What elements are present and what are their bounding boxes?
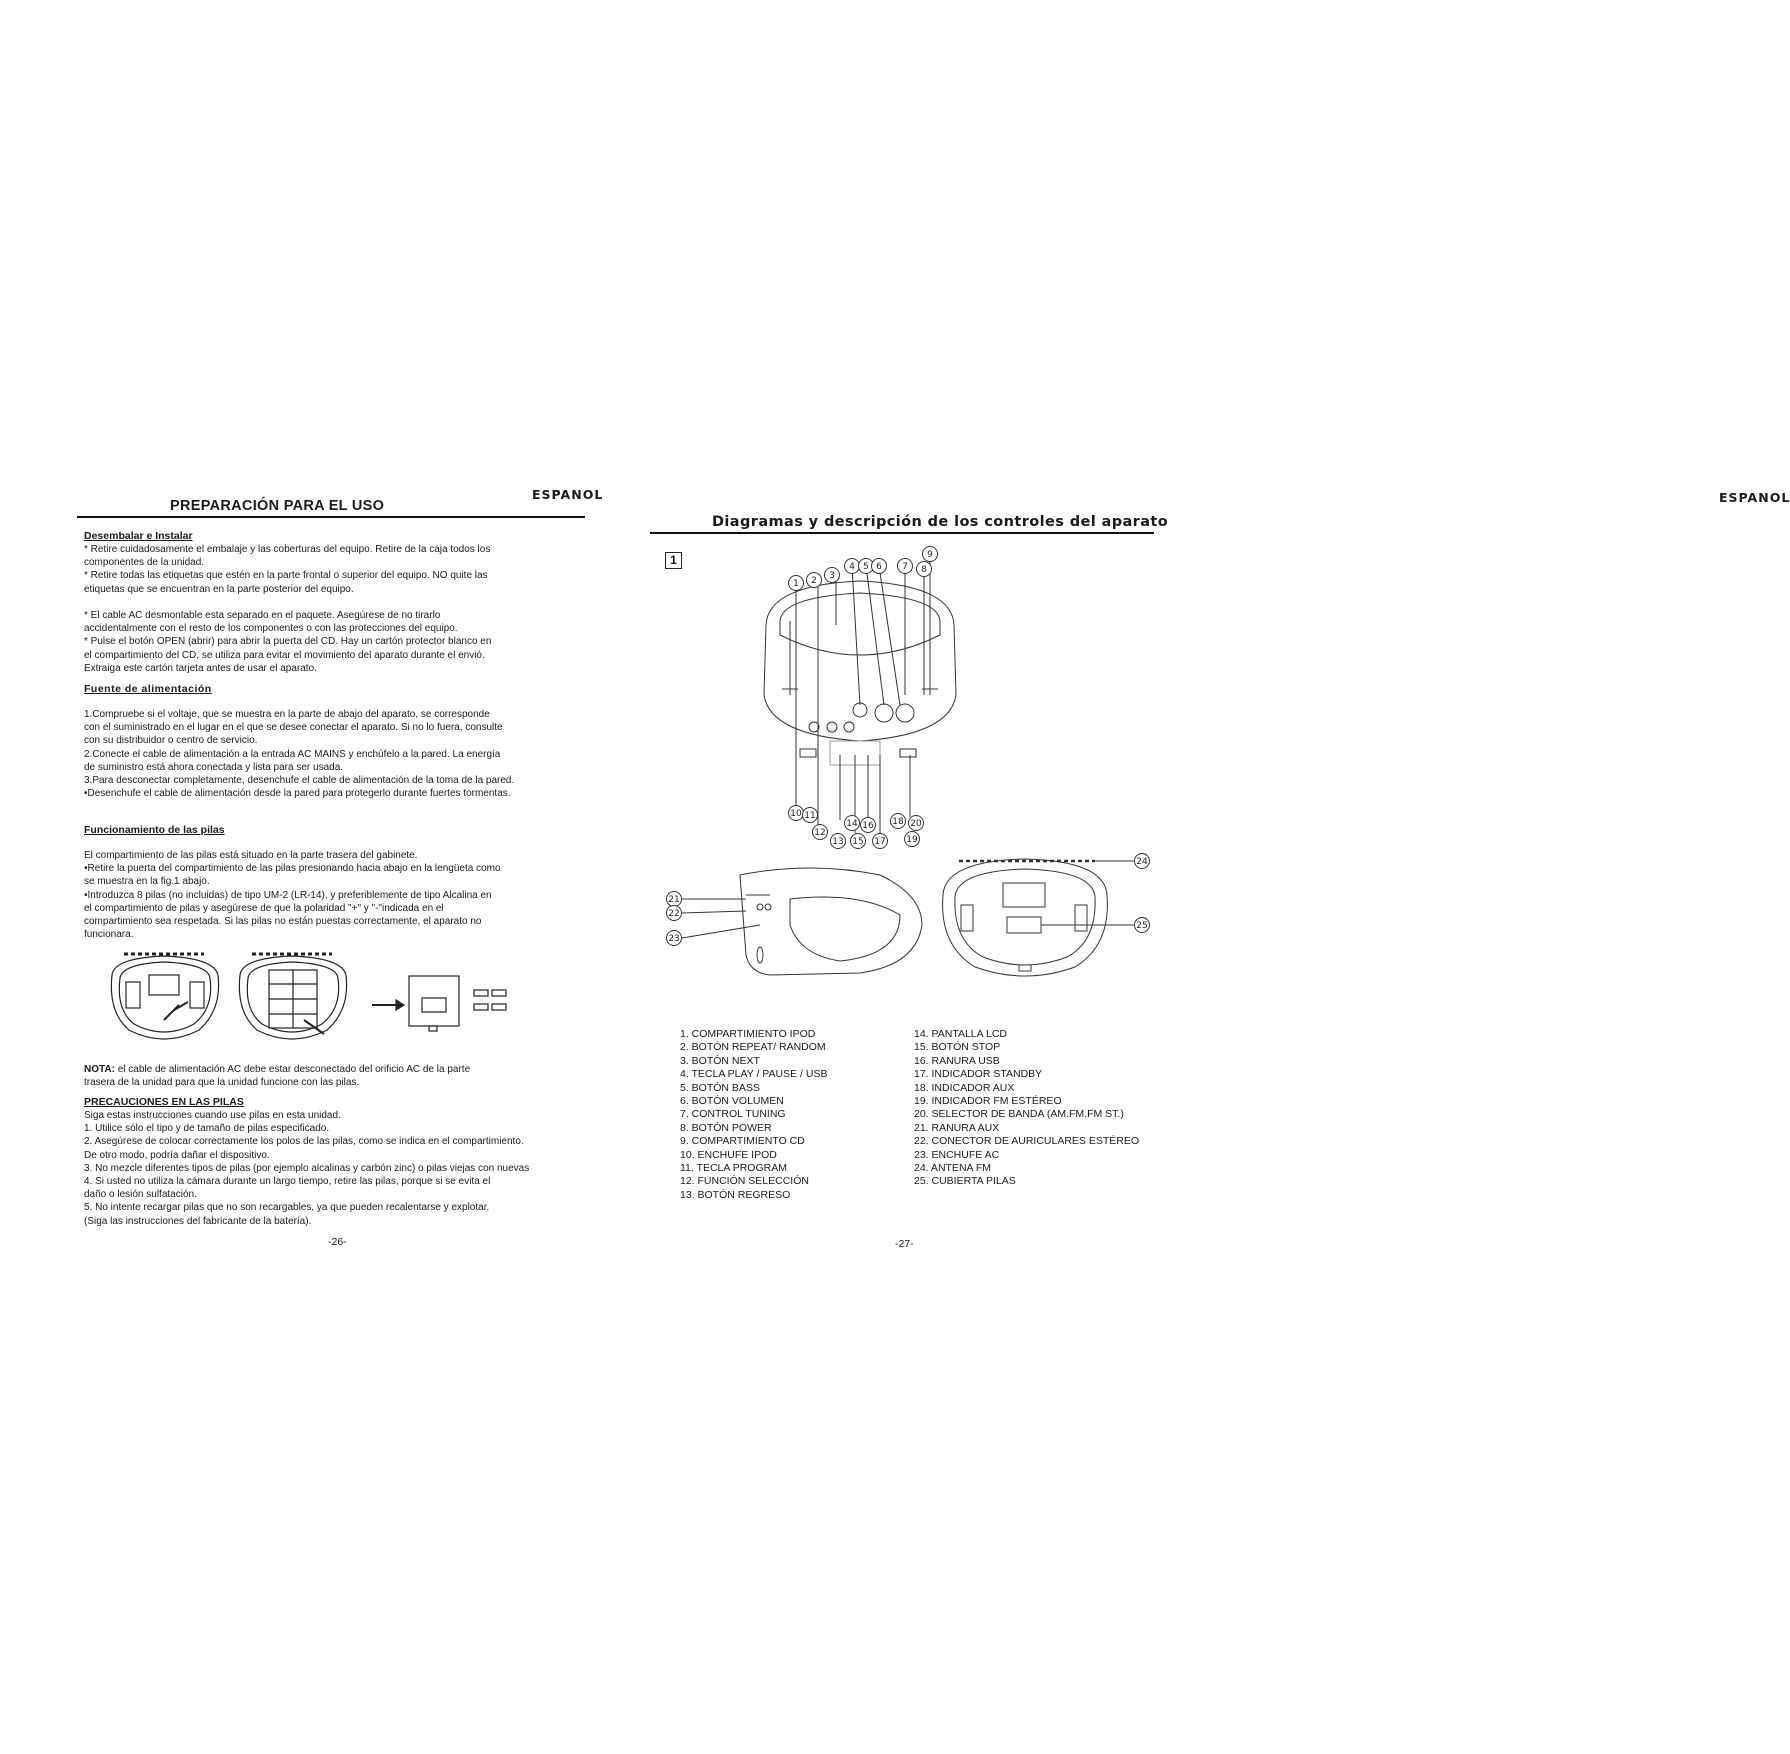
text-line: con el suministrado en el lugar en el que se desee conectar el aparato. Si no lo fuera, consulte xyxy=(84,722,503,734)
callout-label: 9 xyxy=(927,550,933,560)
text-line: Siga estas instrucciones cuando use pilas en esta unidad. xyxy=(84,1110,341,1121)
text-line: se muestra en la fig.1 abajo. xyxy=(84,876,210,888)
text-line: 2.Conecte el cable de alimentación a la entrada AC MAINS y enchúfelo a la pared. La energía xyxy=(84,748,501,760)
callout-label: 3 xyxy=(829,571,835,581)
battery-installation-figure xyxy=(104,950,524,1050)
unpack-text xyxy=(84,543,604,675)
part-item: 24. ANTENA FM xyxy=(914,1162,992,1175)
text-line: 2. Asegúrese de colocar correctamente los polos de las pilas, como se indica en el compartimiento. xyxy=(84,1136,524,1148)
side-view-diagram xyxy=(660,855,930,985)
text-line: De otro modo, podría dañar el dispositivo. xyxy=(84,1149,270,1161)
part-item: 11. TECLA PROGRAM xyxy=(680,1162,787,1175)
text-line: accidentalmente con el resto de los componentes o con las protecciones del equipo. xyxy=(84,623,458,635)
text-line xyxy=(84,596,604,609)
text-line: •Desenchufe el cable de alimentación desde la pared para protegerlo durante fuertes tormentas. xyxy=(84,788,511,800)
heading-precautions: PRECAUCIONES EN LAS PILAS xyxy=(84,1096,244,1108)
text-line: 5. No intente recargar pilas que no son recargables, ya que pueden recalentarse y explotar. xyxy=(84,1202,490,1214)
part-item: 23. ENCHUFE AC xyxy=(914,1148,1000,1161)
part-item: 10. ENCHUFE IPOD xyxy=(680,1148,777,1161)
part-item: 2. BOTÓN REPEAT/ RANDOM xyxy=(680,1041,826,1054)
precautions-text xyxy=(84,1109,604,1228)
heading-unpack: Desembalar e Instalar xyxy=(84,530,193,542)
title-rule-left xyxy=(77,516,585,518)
part-item: 12. FUNCIÓN SELECCIÓN xyxy=(680,1175,809,1188)
note-body-2: trasera de la unidad para que la unidad funcione con las pilas. xyxy=(84,1077,360,1088)
text-line: El compartimiento de las pilas está situado en la parte trasera del gabinete. xyxy=(84,850,418,861)
part-item: 3. BOTÓN NEXT xyxy=(680,1054,760,1067)
part-item: 21. RANURA AUX xyxy=(914,1121,1000,1134)
callout-label: 19 xyxy=(906,835,918,845)
part-item: 22. CONECTOR DE AURICULARES ESTÉREO xyxy=(914,1135,1140,1148)
callout-label: 6 xyxy=(876,562,882,572)
title-rule-right xyxy=(650,532,1154,534)
callout-label: 1 xyxy=(793,579,799,589)
callout-label: 16 xyxy=(862,821,874,831)
parts-list-col2 xyxy=(914,1028,1139,1189)
callout-label: 21 xyxy=(668,895,680,905)
callout-label: 2 xyxy=(811,576,817,586)
note-label: NOTA: xyxy=(84,1064,115,1075)
callout-label: 15 xyxy=(852,837,864,847)
text-line: 1. Utilice sólo el tipo y de tamaño de pilas especificado. xyxy=(84,1123,330,1135)
part-item: 16. RANURA USB xyxy=(914,1054,1000,1067)
page-title-left: PREPARACIÓN PARA EL USO xyxy=(170,498,385,514)
callout-label: 11 xyxy=(804,811,816,821)
text-line: * Retire cuidadosamente el embalaje y las coberturas del equipo. Retire de la caja todos los xyxy=(84,544,491,555)
page-number-right: -27- xyxy=(895,1238,914,1250)
callout-label: 14 xyxy=(846,819,858,829)
page-number-left: -26- xyxy=(328,1236,347,1248)
batteries-text xyxy=(84,849,604,941)
text-line: •Introduzca 8 pilas (no incluidas) de tipo UM-2 (LR-14), y preferiblemente de tipo Alcalina en xyxy=(84,889,492,901)
text-line: 4. Si usted no utiliza la cámara durante un largo tiempo, retire las pilas, porque si se evita el xyxy=(84,1176,491,1188)
note-body: el cable de alimentación AC debe estar desconectado del orificio AC de la parte xyxy=(114,1064,471,1075)
callout-label: 5 xyxy=(863,562,869,572)
text-line: * Retire todas las etiquetas que estén en la parte frontal o superior del equipo. NO quite las xyxy=(84,570,488,582)
text-line: con su distribuidor o centro de servicio. xyxy=(84,735,258,747)
page-title-right: Diagramas y descripción de los controles del aparato xyxy=(712,514,1169,530)
callout-label: 4 xyxy=(849,562,855,572)
part-item: 9. COMPARTIMIENTO CD xyxy=(680,1135,805,1148)
callout-label: 20 xyxy=(910,819,922,829)
text-line: etiquetas que se encuentran en la parte posterior del equipo. xyxy=(84,583,354,595)
text-line: el compartimiento de pilas y asegúrese de que la polaridad "+" y "-"indicada en el xyxy=(84,902,444,914)
text-line: 1.Compruebe si el voltaje, que se muestra en la parte de abajo del aparato, se corresponde xyxy=(84,709,490,720)
callout-label: 18 xyxy=(892,817,904,827)
text-line: daño o lesión sulfatación. xyxy=(84,1189,197,1201)
language-label-left: ESPANOL xyxy=(532,487,604,502)
part-item: 6. BOTÓN VOLUMEN xyxy=(680,1095,784,1108)
part-item: 20. SELECTOR DE BANDA (AM.FM.FM ST.) xyxy=(914,1108,1124,1121)
text-line: compartimiento sea respetada. Si las pilas no están puestas correctamente, el aparato no xyxy=(84,916,482,928)
part-item: 14. PANTALLA LCD xyxy=(914,1028,1007,1040)
callout-label: 8 xyxy=(921,565,927,575)
part-item: 4. TECLA PLAY / PAUSE / USB xyxy=(680,1068,828,1081)
front-view-diagram xyxy=(760,545,960,865)
part-item: 19. INDICADOR FM ESTÉREO xyxy=(914,1095,1062,1108)
callout-label: 17 xyxy=(874,837,886,847)
parts-list-col1 xyxy=(680,1028,827,1202)
callout-label: 10 xyxy=(790,809,802,819)
part-item: 18. INDICADOR AUX xyxy=(914,1081,1015,1094)
power-text xyxy=(84,708,604,800)
callout-label: 24 xyxy=(1136,857,1148,867)
text-line: * Pulse el botón OPEN (abrir) para abrir la puerta del CD. Hay un cartón protector blanco en xyxy=(84,636,492,648)
text-line: de suministro está ahora conectada y lista para ser usada. xyxy=(84,761,344,773)
heading-power: Fuente de alimentación xyxy=(84,683,212,695)
back-view-diagram xyxy=(935,855,1160,985)
text-line: funcionara. xyxy=(84,929,134,941)
language-label-right: ESPANOL xyxy=(1719,490,1790,505)
part-item: 17. INDICADOR STANDBY xyxy=(914,1068,1043,1081)
callout-label: 12 xyxy=(814,828,826,838)
figure-label: 1 xyxy=(665,552,682,569)
part-item: 15. BOTÓN STOP xyxy=(914,1041,1001,1054)
part-item: 1. COMPARTIMIENTO IPOD xyxy=(680,1028,816,1040)
text-line: 3.Para desconectar completamente, desenchufe el cable de alimentación de la toma de la pared. xyxy=(84,775,515,787)
text-line: componentes de la unidad. xyxy=(84,557,205,569)
part-item: 8. BOTÓN POWER xyxy=(680,1121,772,1134)
text-line: * El cable AC desmontable esta separado en el paquete. Asegúrese de no tirarlo xyxy=(84,610,441,622)
callout-label: 25 xyxy=(1136,921,1148,931)
text-line: •Retire la puerta del compartimiento de las pilas presionando hacia abajo en la lengüeta como xyxy=(84,863,501,875)
callout-label: 7 xyxy=(902,562,908,572)
note-text xyxy=(84,1063,524,1089)
text-line: Extraiga este cartón tarjeta antes de usar el aparato. xyxy=(84,662,317,674)
text-line: el compartimiento del CD, se utiliza para evitar el movimiento del aparato durante el envió. xyxy=(84,649,485,661)
part-item: 5. BOTÓN BASS xyxy=(680,1081,760,1094)
part-item: 7. CONTROL TUNING xyxy=(680,1108,786,1121)
callout-label: 22 xyxy=(668,909,680,919)
text-line: 3. No mezcle diferentes tipos de pilas (por ejemplo alcalinas y carbón zinc) o pilas viejas con nuevas xyxy=(84,1162,530,1174)
callout-label: 13 xyxy=(832,837,844,847)
part-item: 25. CUBIERTA PILAS xyxy=(914,1175,1016,1188)
part-item: 13. BOTÓN REGRESO xyxy=(680,1188,791,1201)
heading-batteries: Funcionamiento de las pilas xyxy=(84,824,225,836)
text-line: (Siga las instrucciones del fabricante de la batería). xyxy=(84,1215,312,1227)
left-page xyxy=(0,0,620,1754)
callout-label: 23 xyxy=(668,934,680,944)
